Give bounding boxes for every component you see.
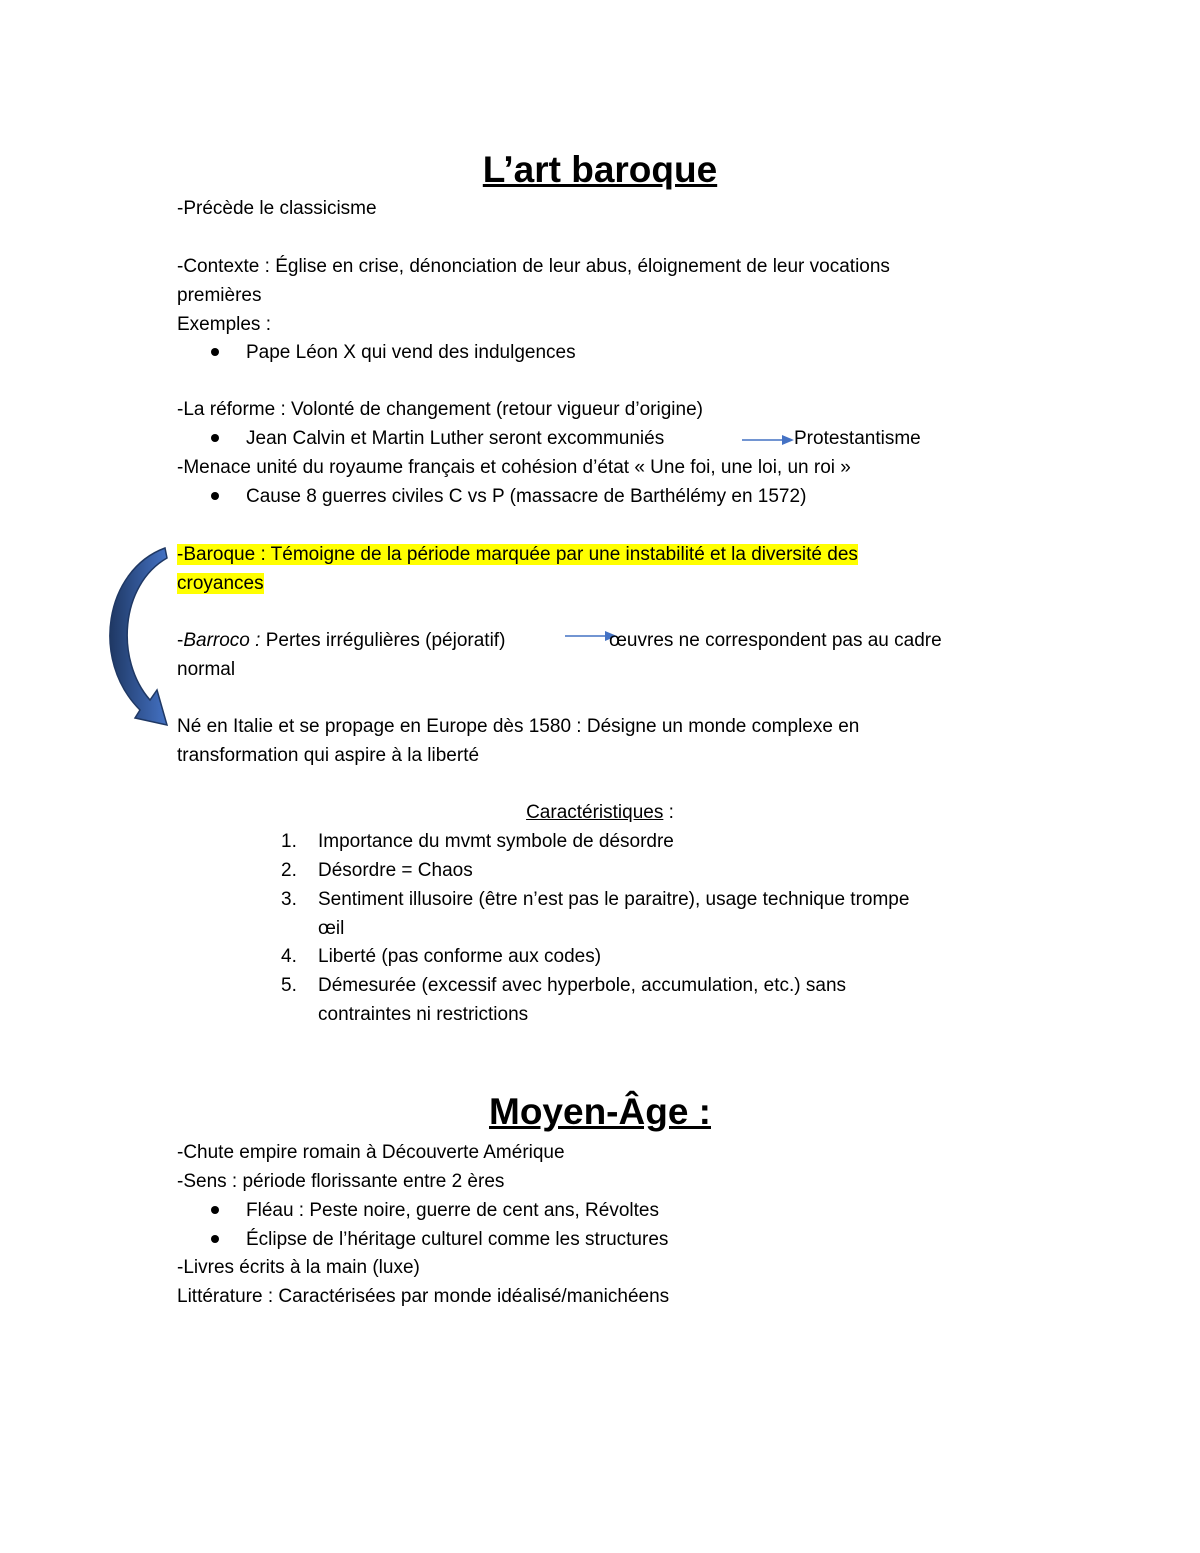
chute-text: -Chute empire romain à Découverte Amérique [177, 1142, 565, 1163]
list-number: 2. [281, 860, 297, 881]
list-number: 1. [281, 831, 297, 852]
list-item-continuation: contraintes ni restrictions [318, 1004, 529, 1025]
barroco-line1 [177, 628, 505, 654]
contexte-line2: premières [177, 285, 262, 306]
menace-text: -Menace unité du royaume français et cohésion d’état « Une foi, une loi, un roi » [177, 457, 851, 478]
reforme-text: -La réforme : Volonté de changement (retour vigueur d’origine) [177, 399, 703, 420]
curved-arrow-icon [95, 540, 175, 750]
caracteristiques-colon: : [663, 802, 674, 823]
baroque-definition-line1 [177, 542, 858, 568]
barroco-result: œuvres ne correspondent pas au cadre [609, 630, 942, 651]
right-arrow-icon [740, 432, 796, 448]
list-number: 5. [281, 975, 297, 996]
menace-bullet: Cause 8 guerres civiles C vs P (massacre de Barthélémy en 1572) [246, 486, 807, 507]
barroco-term: Barroco : [183, 630, 261, 651]
eclipse-bullet: Éclipse de l’héritage culturel comme les structures [246, 1229, 669, 1250]
bullet-icon [211, 434, 219, 442]
contexte-line1: -Contexte : Église en crise, dénonciation de leur abus, éloignement de leur vocations [177, 256, 890, 277]
exemple-item: Pape Léon X qui vend des indulgences [246, 342, 576, 363]
list-number: 4. [281, 946, 297, 967]
list-item: Importance du mvmt symbole de désordre [318, 831, 674, 852]
fleau-bullet: Fléau : Peste noire, guerre de cent ans, Révoltes [246, 1200, 659, 1221]
bullet-icon [211, 492, 219, 500]
bullet-icon [211, 1206, 219, 1214]
litterature-text: Littérature : Caractérisées par monde idéalisé/manichéens [177, 1286, 670, 1307]
highlighted-text: croyances [177, 573, 264, 594]
section-title: Moyen-Âge : [489, 1091, 711, 1132]
list-item: Liberté (pas conforme aux codes) [318, 946, 602, 967]
highlighted-text: -Baroque : Témoigne de la période marquée par une instabilité et la diversité des [177, 544, 858, 565]
bullet-icon [211, 348, 219, 356]
caracteristiques-label: Caractéristiques [526, 802, 664, 823]
page-title: L’art baroque [482, 149, 718, 190]
baroque-definition-line2 [177, 571, 264, 597]
origin-line2: transformation qui aspire à la liberté [177, 745, 480, 766]
list-item: Démesurée (excessif avec hyperbole, accumulation, etc.) sans [318, 975, 847, 996]
livres-text: -Livres écrits à la main (luxe) [177, 1257, 420, 1278]
protestantisme-text: Protestantisme [794, 428, 921, 449]
exemples-label: Exemples : [177, 314, 271, 335]
precede-text: -Précède le classicisme [177, 198, 377, 219]
bullet-icon [211, 1235, 219, 1243]
list-number: 3. [281, 889, 297, 910]
reforme-bullet: Jean Calvin et Martin Luther seront excommuniés [246, 428, 665, 449]
list-item: Désordre = Chaos [318, 860, 473, 881]
list-item-continuation: œil [318, 918, 345, 939]
barroco-line2: normal [177, 659, 236, 680]
barroco-dash: - [177, 630, 184, 651]
origin-line1: Né en Italie et se propage en Europe dès 1580 : Désigne un monde complexe en [177, 716, 860, 737]
barroco-definition: Pertes irrégulières (péjoratif) [260, 630, 506, 651]
list-item: Sentiment illusoire (être n’est pas le paraitre), usage technique trompe [318, 889, 910, 910]
sens-text: -Sens : période florissante entre 2 ères [177, 1171, 505, 1192]
caracteristiques-heading [0, 800, 1200, 826]
